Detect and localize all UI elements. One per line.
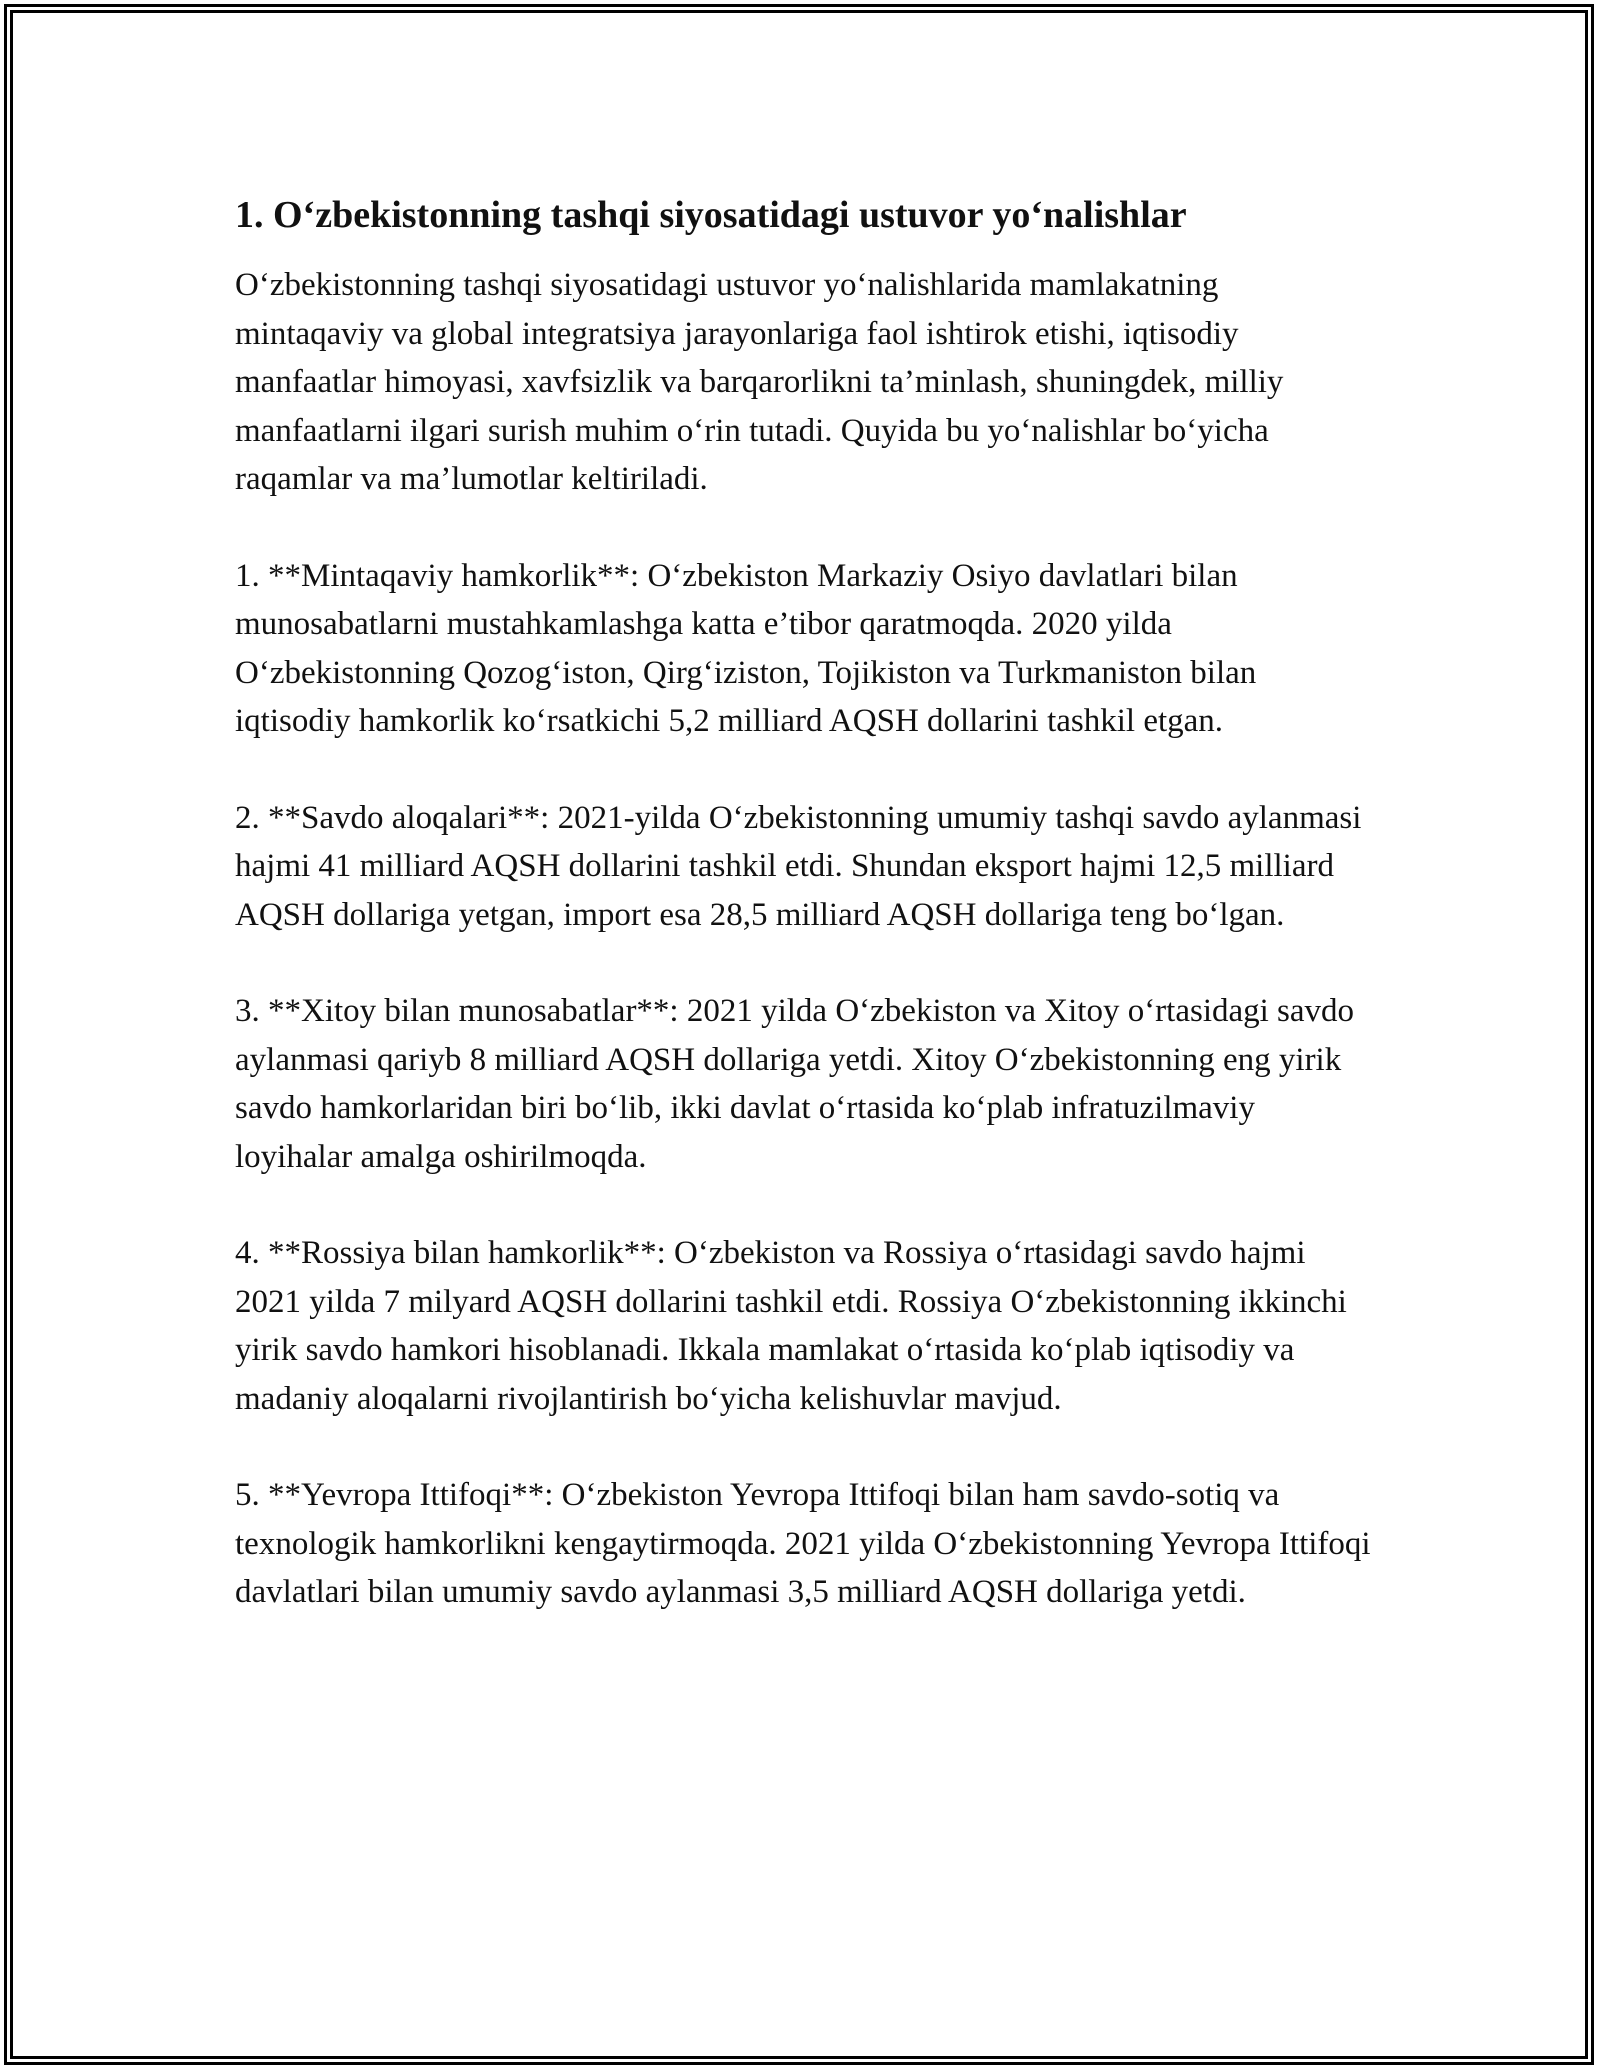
paragraph-china-relations: 3. **Xitoy bilan munosabatlar**: 2021 yilda O‘zbekiston va Xitoy o‘rtasidagi savdo aylanmasi qariyb 8 milliard AQSH dollariga yetdi. Xitoy O‘zbekistonning eng yirik savdo hamkorlaridan biri bo‘lib, ikki davlat o‘rtasida ko‘plab infratuzilmaviy loyihalar amalga oshirilmoqda.: [235, 993, 1355, 1175]
document-body: [235, 187, 1375, 1665]
paragraph-trade-relations: 2. **Savdo aloqalari**: 2021-yilda O‘zbekistonning umumiy tashqi savdo aylanmasi hajmi 41 milliard AQSH dollarini tashkil etdi. Shundan eksport hajmi 12,5 milliard AQSH dollariga yetgan, import esa 28,5 milliard AQSH dollariga teng bo‘lgan.: [235, 799, 1362, 933]
paragraph-european-union: 5. **Yevropa Ittifoqi**: O‘zbekiston Yevropa Ittifoqi bilan ham savdo-sotiq va texnologik hamkorlikni kengaytirmoqda. 2021 yilda O‘zbekistonning Yevropa Ittifoqi davlatlari bilan umumiy savdo aylanmasi 3,5 milliard AQSH dollariga yetdi.: [235, 1477, 1371, 1610]
intro-paragraph: O‘zbekistonning tashqi siyosatidagi ustuvor yo‘nalishlarida mamlakatning mintaqaviy va global integratsiya jarayonlariga faol ishtirok etishi, iqtisodiy manfaatlar himoyasi, xavfsizlik va barqarorlikni ta’minlash, shuningdek, milliy manfaatlarni ilgari surish muhim o‘rin tutadi. Quyida bu yo‘nalishlar bo‘yicha raqamlar va ma’lumotlar keltiriladi.: [235, 267, 1284, 497]
paragraph-regional-cooperation: 1. **Mintaqaviy hamkorlik**: O‘zbekiston Markaziy Osiyo davlatlari bilan munosabatlarni mustahkamlashga katta e’tibor qaratmoqda. 2020 yilda O‘zbekistonning Qozog‘iston, Qirg‘iziston, Tojikiston va Turkmaniston bilan iqtisodiy hamkorlik ko‘rsatkichi 5,2 milliard AQSH dollarini tashkil etgan.: [235, 557, 1257, 739]
document-title: 1. O‘zbekistonning tashqi siyosatidagi ustuvor yo‘nalishlar: [235, 194, 1187, 236]
paragraph-russia-cooperation: 4. **Rossiya bilan hamkorlik**: O‘zbekiston va Rossiya o‘rtasidagi savdo hajmi 2021 yilda 7 milyard AQSH dollarini tashkil etdi. Rossiya O‘zbekistonning ikkinchi yirik savdo hamkori hisoblanadi. Ikkala mamlakat o‘rtasida ko‘plab iqtisodiy va madaniy aloqalarni rivojlantirish bo‘yicha kelishuvlar mavjud.: [235, 1235, 1347, 1417]
